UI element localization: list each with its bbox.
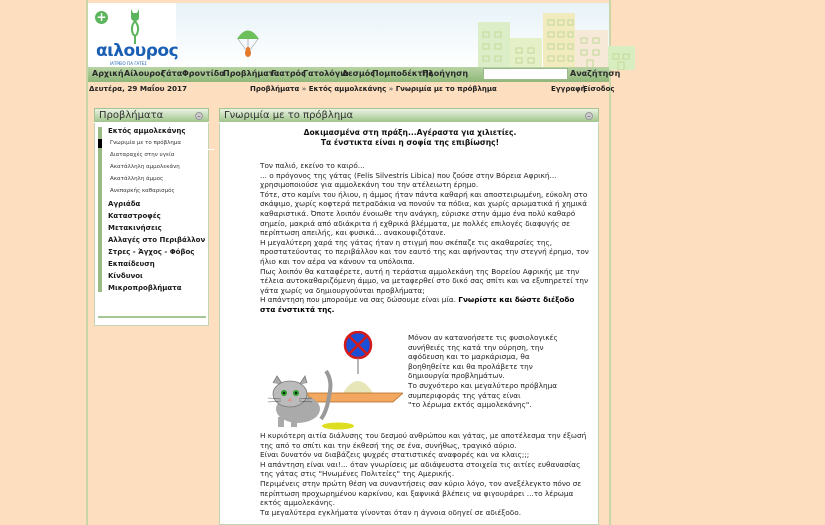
caption-text: Μόνον αν κατανοήσετε τις φυσιολογικές συνήθειές της κατά την ούρηση, την αφόδευση και το μαρκάρισμα, θα βοηθηθείτε και θα προλάβετε την δημιουργία προβλημάτων. [408,333,558,381]
sidebar-item-destruction[interactable]: Καταστροφές [108,212,161,220]
sidebar-panel [94,108,209,326]
login-link[interactable]: Είσοδος [583,85,615,93]
breadcrumb-outside-litter[interactable]: Εκτός αμμολεκάνης [308,85,387,93]
nav-problems[interactable]: Προβλήματα [223,69,280,78]
paragraph: Περιμένεις στην πρώτη θέση να συναντήσεις σαν κύριο λόγο, τον ανεξέλεγκτο πόνο σε περίπτωση προχωρημένου καρκίνου, και ξαφνικά βλέπεις να φιγουράρει ...το λέρωμα εκτός αμμολεκάνης. [260,478,582,508]
search-button[interactable]: Αναζήτηση [570,69,621,78]
paragraph: Είναι δυνατόν να διαβάζεις ψυχρές στατιστικές αναφορές και να κλαις;;; [260,450,530,460]
sidebar-subitem-bad-litterbox[interactable]: Ακατάλληλη αμμολεκάνη [110,164,180,170]
sidebar-item-aggression[interactable]: Αγριάδα [108,200,141,208]
content-title: Γνωριμία με το πρόβλημα [224,110,354,121]
sidebar-subitem-bad-sand[interactable]: Ακατάλληλη άμμος [110,176,164,182]
nav-navigation[interactable]: Πλοήγηση [422,69,469,78]
paragraph: Πως λοιπόν θα καταφέρετε, αυτή η τεράστια αμμολεκάνη της Βορείου Αφρικής με την τέλεια αυτοκαθαριζόμενη άμμο, να μεταφερθεί στο δικό σας σπίτι και να εξυπηρετεί την γάτα χωρίς να δημιουργούνται προβλήματα; [260,266,589,295]
paragraph: Τότε, στο καμίνι του ήλιου, η άμμος ήταν πάντα καθαρή και αποστειρωμένη, εύκολη στο σκάψιμο, χωρίς κοφτερά πετραδάκια να πονούν τα πόδια, και χωρίς αρωματικά ή χημικά καθαριστικά. Όποτε λοιπόν ένοιωθε την ανάγκη, εύρισκε στην άμμο ένα πολύ καθαρό σημείο, μακριά από αδιάκριτα ή εχθρικά βλέμματα, με πολλές επιλογές διαφυγής σε περίπτωση απειλής, και φυσικά... ανακουφιζότανε. [260,189,588,238]
nav-transceiver[interactable]: Πομποδέκτης [372,69,434,78]
breadcrumb-problems[interactable]: Προβλήματα [250,85,300,93]
sidebar-item-dangers[interactable]: Κίνδυνοι [108,272,143,280]
nav-catalog[interactable]: Γατολόγιο [303,69,349,78]
caption-text: "το λέρωμα εκτός αμμολεκάνης". [408,400,532,410]
paragraph: Η κυριότερη αιτία διάλυσης του δεσμού ανθρώπου και γάτας, με αποτέλεσμα την έξωσή της από το σπίτι και την έκθεσή της σε ένα, συνήθως, τραγικό αύριο. [260,431,587,450]
nav-ailouros[interactable]: Αίλουρος [124,69,166,78]
content-panel [219,108,599,525]
sidebar-subitem-cleaning[interactable]: Ανεπαρκής καθαρισμός [110,188,175,194]
current-date: Δευτέρα, 29 Μαΐου 2017 [89,84,188,93]
sidebar-divider [98,316,206,318]
paragraph: ... ο πρόγονος της γάτας (Felis Silvestris Libica) που ζούσε στην Βόρεια Αφρική... χρησιμοποιούσε για αμμολεκάνη του την ατέλειωτη έρημο. [260,170,557,190]
site-logo[interactable] [88,3,179,67]
sidebar-item-environment[interactable]: Αλλαγές στο Περιβάλλον [108,236,206,244]
nav-bond[interactable]: Δεσμός [342,69,375,78]
content-body [219,123,599,525]
caption-text: Το συχνότερο και μεγαλύτερο πρόβλημα συμπεριφοράς της γάτας είναι [408,380,558,400]
paragraph: Τα μεγαλύτερα εγκλήματα γίνονται όταν η άγνοια οδηγεί σε αδιέξοδο. [260,507,522,517]
article-text-2 [260,431,590,517]
sidebar-header [94,108,209,122]
sidebar-item-moving[interactable]: Μετακινήσεις [108,224,162,232]
sidebar-item-minor[interactable]: Μικροπροβλήματα [108,284,182,292]
paragraph: Η μεγαλύτερη χαρά της γάτας ήταν η στιγμή που σκέπαζε τις ακαθαρσίες της, προστατεύοντας το περιβάλλον και τον εαυτό της και αφήνοντας την στεγνή έρημο, τον ήλιο και τον αέρα να κάνουν τα υπόλοιπα. [260,237,589,266]
cross-icon: + [96,10,107,24]
tagline-line-2: Τα ένστικτα είναι η σοφία της επιβίωσης! [320,138,500,147]
paragraph-text: Η απάντηση που μπορούμε να σας δώσουμε είναι μία. [260,295,459,305]
sidebar-item-outside-litter[interactable]: Εκτός αμμολεκάνης [108,127,186,135]
sidebar-item-stress[interactable]: Στρες - Άγχος - Φόβος [108,248,195,256]
sidebar-subitem-health[interactable]: Διαταραχές στην υγεία [110,152,175,158]
breadcrumb-separator: » [388,85,394,93]
content-header [219,108,599,122]
sidebar-title: Προβλήματα [99,110,164,121]
paragraph [260,295,590,314]
collapse-icon[interactable]: – [585,112,593,120]
sidebar-subitem-intro[interactable]: Γνωριμία με το πρόβλημα [110,140,182,146]
sidebar-menu [98,127,210,292]
search-input[interactable] [483,68,568,80]
sidebar-item-training[interactable]: Εκπαίδευση [108,260,155,268]
breadcrumb [250,85,497,93]
register-link[interactable]: Εγγραφή [551,85,586,93]
city-skyline-icon [423,8,683,70]
site-header [88,3,609,67]
breadcrumb-separator: » [301,85,307,93]
tagline [220,128,600,148]
logo-name: αιλουρος [96,41,179,61]
tagline-line-1: Δοκιμασμένα στη πράξη...Αγέραστα για χιλιετίες. [303,128,517,137]
illustration-caption [408,333,563,410]
page-frame [86,0,621,525]
paragraph-emphasis: Γνωρίστε και δώστε διέξοδο στα ένστικτά της. [260,295,575,314]
parachute-cat-icon [236,28,260,60]
logo-subtitle: ΙΑΤΡΕΙΟ ΓΙΑ ΓΑΤΕΣ [110,61,147,66]
nav-care[interactable]: Φροντίδα [182,69,225,78]
breadcrumb-current: Γνωριμία με το πρόβλημα [395,85,497,93]
paragraph: Τον παλιό, εκείνο το καιρό... [260,161,365,170]
collapse-icon[interactable]: – [195,112,203,120]
cat-logo-icon [128,7,142,45]
main-nav [88,67,621,82]
info-bar [88,82,615,96]
sidebar-body [94,123,209,326]
paragraph: Η απάντηση είναι ναι!... όταν γνωρίσεις με αδιάψευστα στοιχεία τις αιτίες ευθανασίας της γάτας στις "Ηνωμένες Πολιτείες" της Αμερικής. [260,459,581,479]
nav-home[interactable]: Αρχική [92,69,124,78]
cat-litterbox-illustration [263,331,403,431]
nav-cat[interactable]: Γάτα [161,69,183,78]
article-text-1 [260,161,590,315]
nav-doctor[interactable]: Γιατρός [271,69,306,78]
